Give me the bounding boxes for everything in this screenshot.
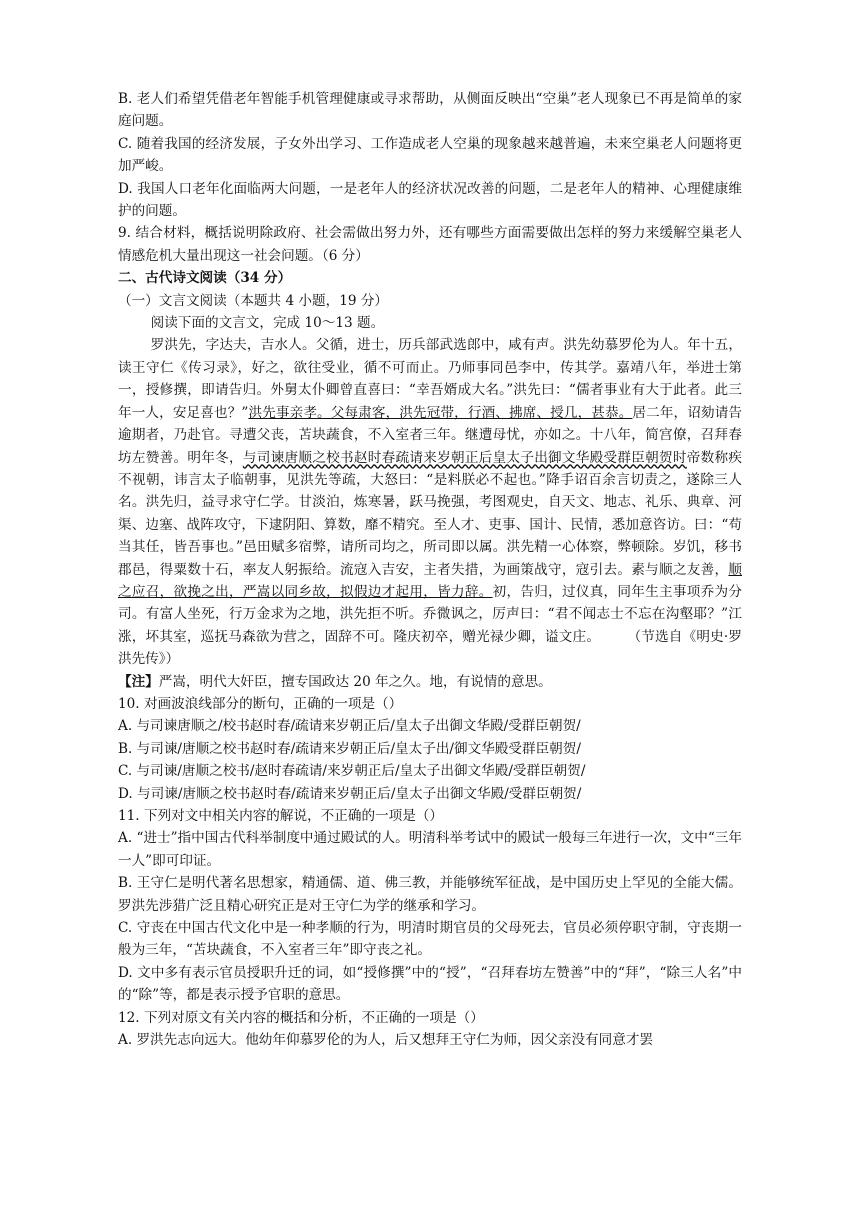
- note-text: 严嵩，明代大奸臣，擅专国政达 20 年之久。地，有说情的意思。: [158, 673, 552, 690]
- passage-part-c: 居二年，诏劾请告逾期者，乃赴官。寻遭父丧，苫块蔬食，不入室者三年。继遭母忧，亦如之。十八年，简宫僚，召拜春坊左赞善。明年冬，: [118, 404, 743, 466]
- q12-option-a: A. 罗洪先志向远大。他幼年仰慕罗伦的为人，后又想拜王守仁为师，因父亲没有同意才罢: [118, 1032, 654, 1049]
- passage-note: [118, 671, 742, 693]
- q8-option-c: C. 随着我国的经济发展，子女外出学习、工作造成老人空巢的现象越来越普遍，未来空巢老人问题将更加严峻。: [118, 135, 742, 175]
- passage-part-g: 初，告归，过仪真，同年生主事项乔为分司。有富人坐死，行万金求为之地，洪先拒不听。乔微讽之，厉声曰：“君不闻志士不忘在沟壑耶？”江涨，坏其室，巡抚马森欲为营之，固辞不可。隆庆初卒，赠光禄少卿，谥文庄。: [118, 583, 743, 645]
- q11-option-b: B. 王守仁是明代著名思想家，精通儒、道、佛三教，并能够统军征战，是中国历史上罕见的全能大儒。罗洪先涉猎广泛且精心研究正是对王守仁为学的继承和学习。: [118, 875, 742, 914]
- question-12-stem: 12. 下列对原文有关内容的概括和分析，不正确的一项是（）: [118, 1009, 484, 1026]
- question-9: 9. 结合材料，概括说明除政府、社会需做出努力外，还有哪些方面需要做出怎样的努力来缓解空巢老人情感危机大量出现这一社会问题。（6 分）: [118, 225, 742, 264]
- passage-part-e: 帝数称疾不视朝，讳言太子临朝事，见洪先等疏，大怒曰：“是料朕必不起也。”降手诏百余言切责之，遂除三人名。洪先归，益寻求守仁学。甘淡泊，炼寒暑，跃马挽强，考图观史，自天文、地志、礼乐、典章、河渠、边塞、战阵攻守，下逮阴阳、算数，靡不精究。至人才、吏事、国计、民情，悉加意咨访。曰：“苟当其任，皆吾事也。”邑田赋多宿弊，请所司均之，所司即以属。洪先精一心体察，弊顿除。岁饥，移书郡邑，得粟数十石，率友人躬振给。流寇入吉安，主者失措，为画策战守，寇引去。素与顺之友善，: [118, 449, 743, 578]
- q8-option-b: B. 老人们希望凭借老年智能手机管理健康或寻求帮助，从侧面反映出“空巢”老人现象已不再是简单的家庭问题。: [118, 91, 742, 130]
- passage-underlined-1: 洪先事亲孝。父每肃客，洪先冠带，行酒、拂席、授几，甚恭。: [248, 404, 633, 421]
- q10-option-a: A. 与司谏唐顺之/校书赵时春/疏请来岁朝正后/皇太子出御文华殿/受群臣朝贺/: [118, 718, 581, 735]
- q8-option-d: D. 我国人口老年化面临两大问题，一是老年人的经济状况改善的问题，二是老年人的精神、心理健康维护的问题。: [118, 180, 742, 220]
- question-10-stem: 10. 对画波浪线部分的断句，正确的一项是（）: [118, 695, 403, 712]
- q10-option-c: C. 与司谏/唐顺之校书/赵时春疏请/来岁朝正后/皇太子出御文华殿/受群臣朝贺/: [118, 763, 586, 780]
- q11-option-d: D. 文中多有表示官员授职升迁的词，如“授修撰”中的“授”，“召拜春坊左赞善”中的“拜”，“除三人名”中的“除”等，都是表示授予官职的意思。: [118, 964, 742, 1004]
- exam-page: [118, 88, 742, 1051]
- note-label: 【注】: [118, 673, 159, 690]
- subsection-1-heading: （一）文言文阅读（本题共 4 小题，19 分）: [118, 292, 389, 309]
- q10-option-b: B. 与司谏/唐顺之校书赵时春/疏请来岁朝正后/皇太子出/御文华殿受群臣朝贺/: [118, 740, 581, 757]
- classical-passage: [118, 334, 742, 670]
- section-2-heading: 二、古代诗文阅读（34 分）: [118, 270, 292, 287]
- question-11-stem: 11. 下列对文中相关内容的解说，不正确的一项是（）: [118, 808, 444, 824]
- reading-instruction: 阅读下面的文言文，完成 10～13 题。: [150, 315, 385, 332]
- passage-part-a: 罗洪先，字达夫，吉水人。父循，进士，历兵部武选郎中，咸有声。洪先幼慕罗伦为人。年十五，读王守仁《传习录》，好之，欲往受业，循不可而止。乃师事同邑李中，传其学。嘉靖八年，举进士第一，授修撰，即请告归。外舅太仆卿曾直喜曰：“幸吾婿成大名。”洪先曰：“儒者事业有大于此者。此三年一人，安足喜也？”: [118, 337, 742, 421]
- passage-wavy-line: 与司谏唐顺之校书赵时春疏请来岁朝正后皇太子出御文华殿受群臣朝贺时: [242, 449, 687, 466]
- q11-option-c: C. 守丧在中国古代文化中是一种孝顺的行为，明清时期官员的父母死去，官员必须停职守制，守丧期一般为三年，“苫块蔬食，不入室者三年”即守丧之礼。: [118, 920, 742, 959]
- q10-option-d: D. 与司谏/唐顺之校书赵时春/疏请来岁朝正后/皇太子出御文华殿/受群臣朝贺/: [118, 785, 582, 802]
- q11-option-a: A. “进士”指中国古代科举制度中通过殿试的人。明清科举考试中的殿试一般每三年进行一次，文中“三年一人”即可印证。: [118, 830, 742, 869]
- passage-source: （节选自《明史·罗洪先传》）: [118, 628, 742, 668]
- passage-underlined-2: 顺之应召，欲挽之出，严嵩以同乡故，拟假边才起用，皆力辞。: [118, 561, 742, 600]
